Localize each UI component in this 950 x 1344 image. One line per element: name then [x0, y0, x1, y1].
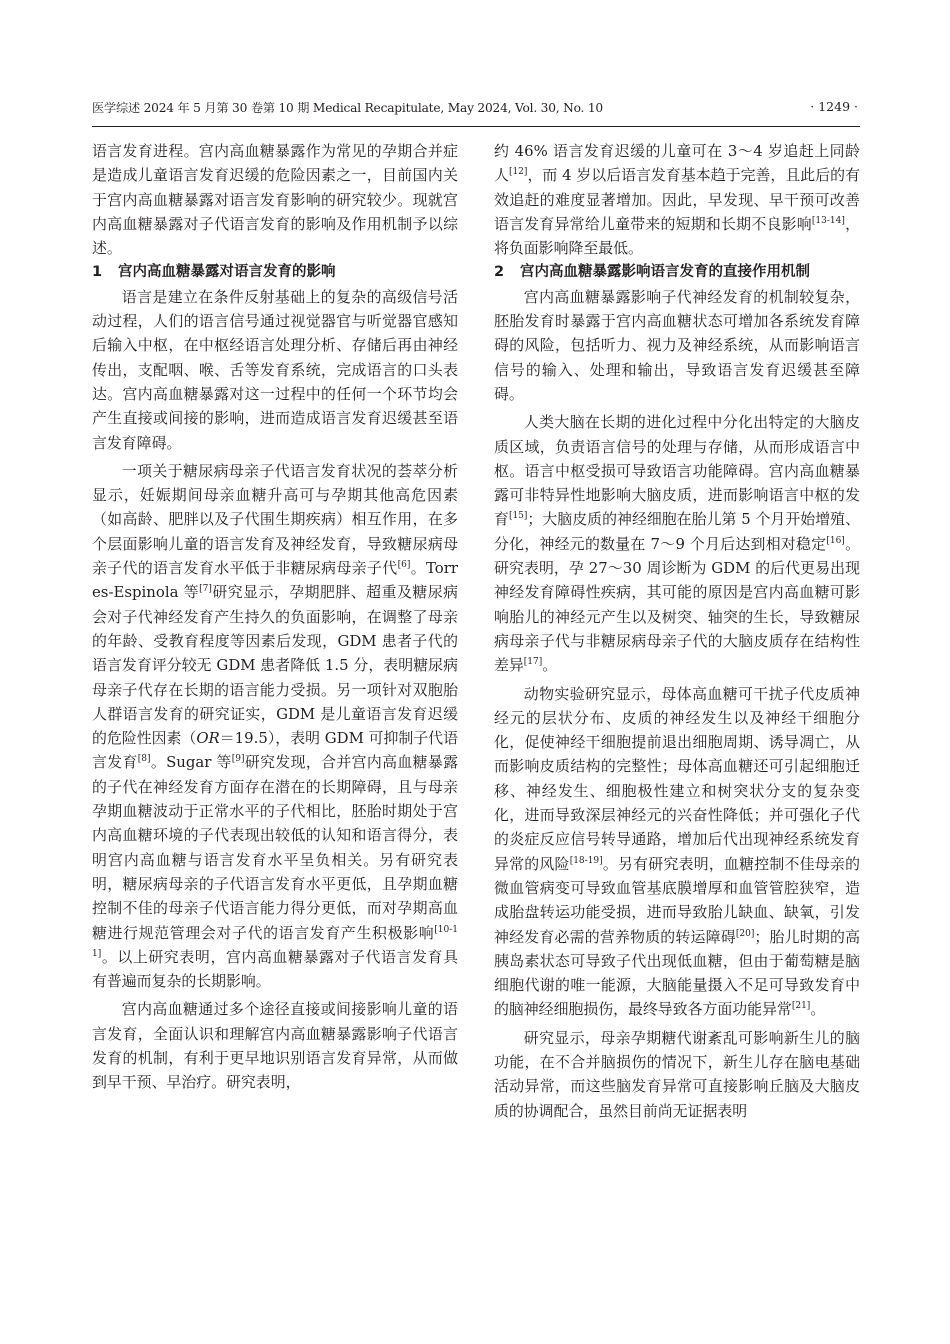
right-column: [494, 139, 860, 1123]
paragraph-mechanism-intro: 宫内高血糖通过多个途径直接或间接影响儿童的语言发育，全面认识和理解宫内高血糖暴露影响子代语言发育的机制，有利于更早地识别语言发育异常，从而做到早干预、早治疗。研究表明，: [92, 1000, 458, 1092]
page-number: · 1249 ·: [810, 99, 858, 114]
citation-ref: [12]: [508, 167, 528, 178]
citation-ref: [21]: [791, 1001, 811, 1012]
citation-ref: [9]: [231, 754, 245, 765]
section-number: 1: [92, 264, 103, 281]
citation-ref: [13-14]: [811, 215, 845, 226]
citation-ref: [6]: [397, 560, 411, 571]
citation-ref: [17]: [523, 657, 543, 668]
paragraph-cortex: 人类大脑在长期的进化过程中分化出特定的大脑皮质区域，负责语言信号的处理与存储，从而形成语言中枢。语言中枢受损可导致语言功能障碍。宫内高血糖暴露可非特异性地影响大脑皮质，进而影响语言中枢的发育[15]；大脑皮质的神经细胞在胎儿第 5 个月开始增殖、分化，神经元的数量在 7～9 个月后达到相对稳定[16]。研究表明，孕 27～30 周诊断为 GDM 的后代更易出现神经发育障碍性疾病，其可能的原因是宫内高血糖可影响胎儿的神经元产生以及树突、轴突的生长，导致糖尿病母亲子代与非糖尿病母亲子代的大脑皮质存在结构性差异[17]。: [494, 413, 860, 675]
citation-ref: [15]: [508, 511, 528, 522]
paragraph-intro-continued: 语言发育进程。宫内高血糖暴露作为常见的孕期合并症是造成儿童语言发育迟缓的危险因素之一，目前国内关于宫内高血糖暴露对语言发育影响的研究较少。现就宫内高血糖暴露对子代语言发育的影响及作用机制予以综述。: [92, 142, 458, 258]
paragraph-meta-analysis: 一项关于糖尿病母亲子代语言发育状况的荟萃分析显示，妊娠期间母亲血糖升高可与孕期其他高危因素（如高龄、肥胖以及子代围生期疾病）相互作用，在多个层面影响儿童的语言发育及神经发育，导致糖尿病母亲子代的语言发育水平低于非糖尿病母亲子代[6]。Torres-Espinola 等[7]研究显示，孕期肥胖、超重及糖尿病会对子代神经发育产生持久的负面影响，在调整了母亲的年龄、受教育程度等因素后发现，GDM 患者子代的语言发育评分较无 GDM 患者降低 1.5 分，表明糖尿病母亲子代存在长期的语言能力受损。另一项针对双胞胎人群语言发育的研究证实，GDM 是儿童语言发育迟缓的危险性因素（OR＝19.5），表明 GDM 可抑制子代语言发育[8]。Sugar 等[9]研究发现，合并宫内高血糖暴露的子代在神经发育方面存在潜在的长期障碍，且与母亲孕期血糖波动于正常水平的子代相比，胚胎时期处于宫内高血糖环境的子代表现出较低的认知和语言得分，表明宫内高血糖与语言发育水平呈负相关。另有研究表明，糖尿病母亲的子代语言发育水平更低，且孕期血糖控制不佳的母亲子代语言能力得分更低，而对孕期高血糖进行规范管理会对子代的语言发育产生积极影响[10-11]。以上研究表明，宫内高血糖暴露对子代语言发育具有普遍而复杂的长期影响。: [92, 461, 458, 991]
citation-ref: [16]: [826, 535, 845, 546]
section-number: 2: [494, 264, 505, 281]
paragraph-direct-mechanism: 宫内高血糖暴露影响子代神经发育的机制较复杂，胚胎发育时暴露于宫内高血糖状态可增加各系统发育障碍的风险，包括听力、视力及神经系统，从而影响语言信号的输入、处理和输出，导致语言发育迟缓甚至障碍。: [494, 287, 860, 403]
left-column: [92, 139, 458, 1095]
section-title: 宫内高血糖暴露影响语言发育的直接作用机制: [520, 264, 810, 281]
citation-ref: [10-11]: [92, 924, 458, 959]
section-heading-2: [494, 260, 860, 284]
or-label: OR: [196, 729, 220, 748]
paragraph-language-definition: 语言是建立在条件反射基础上的复杂的高级信号活动过程，人们的语言信号通过视觉器官与听觉器官感知后输入中枢，在中枢经语言处理分析、存储后再由神经传出，支配咽、喉、舌等发育系统，完成语言的口头表达。宫内高血糖暴露对这一过程中的任何一个环节均会产生直接或间接的影响，进而造成语言发育迟缓甚至语言发育障碍。: [92, 287, 458, 452]
section-heading-1: [92, 260, 458, 284]
running-header: [92, 99, 860, 121]
citation-ref: [7]: [199, 584, 212, 595]
section-title: 宫内高血糖暴露对语言发育的影响: [118, 264, 336, 281]
paragraph-animal-studies: 动物实验研究显示，母体高血糖可干扰子代皮质神经元的层状分布、皮质的神经发生以及神经干细胞分化，促使神经干细胞提前退出细胞周期、诱导凋亡，从而影响皮质结构的完整性；母体高血糖还可引起细胞迁移、神经发生、细胞极性建立和树突状分支的复杂变化，进而导致深层神经元的兴奋性降低；并可强化子代的炎症反应信号转导通路，增加后代出现神经系统发育异常的风险[18-19]。另有研究表明，血糖控制不佳母亲的微血管病变可导致血管基底膜增厚和血管管腔狭窄，造成胎盘转运功能受损，进而导致胎儿缺血、缺氧，引发神经发育必需的营养物质的转运障碍[20]；胎儿时期的高胰岛素状态可导致子代出现低血糖，但由于葡萄糖是脑细胞代谢的唯一能源，大脑能量摄入不足可导致发育中的脑神经细胞损伤，最终导致各方面功能异常[21]。: [494, 684, 860, 1019]
citation-ref: [20]: [735, 928, 755, 939]
citation-ref: [18-19]: [569, 855, 603, 866]
journal-citation: 医学综述 2024 年 5 月第 30 卷第 10 期 Medical Recapitulate, May 2024, Vol. 30, No. 10: [92, 101, 603, 115]
header-rule: [92, 126, 860, 127]
paragraph-neonatal-brain: 研究显示，母亲孕期糖代谢紊乱可影响新生儿的脑功能，在不合并脑损伤的情况下，新生儿存在脑电基础活动异常，而这些脑发育异常可直接影响丘脑及大脑皮质的协调配合，虽然目前尚无证据表明: [494, 1028, 860, 1120]
citation-ref: [8]: [137, 754, 151, 765]
paragraph-catch-up: 约 46% 语言发育迟缓的儿童可在 3～4 岁追赶上同龄人[12]，而 4 岁以后语言发育基本趋于完善，且此后的有效追赶的难度显著增加。因此，早发现、早干预可改善语言发育异常给儿童带来的短期和长期不良影响[13-14]，将负面影响降至最低。: [494, 142, 860, 258]
